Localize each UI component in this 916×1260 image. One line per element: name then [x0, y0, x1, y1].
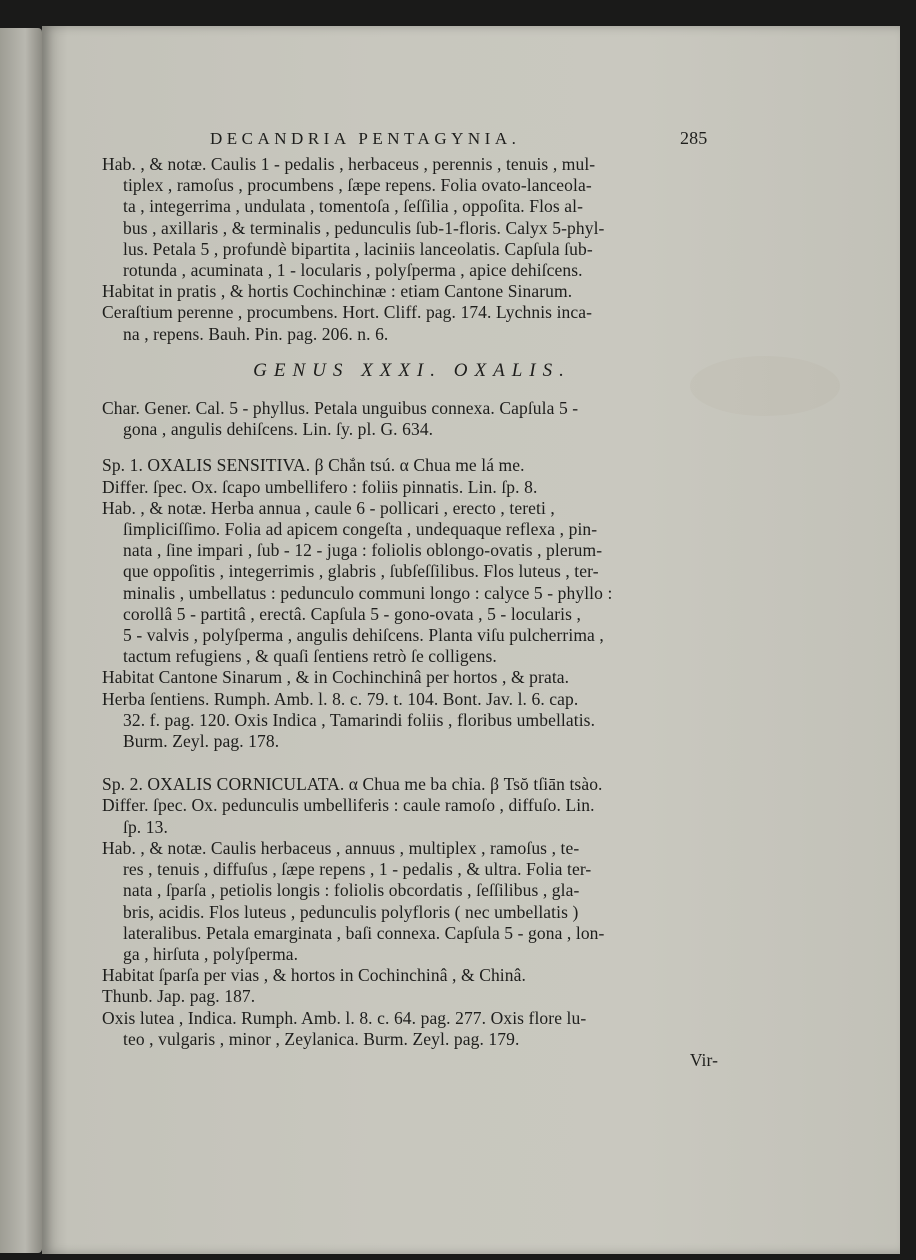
text-line: res , tenuis , diffuſus , ſæpe repens , 1 - pedalis , & ultra. Folia ter-	[123, 859, 592, 880]
text-line: que oppoſitis , integerrimis , glabris , ſubſeſſilibus. Flos luteus , ter-	[123, 561, 599, 582]
species-heading: Sp. 2. OXALIS CORNICULATA. α Chua me ba chỉa. β Tsŏ tſiān tsào.	[102, 774, 603, 795]
book-page	[42, 26, 900, 1254]
text-line: Hab. , & notæ. Herba annua , caule 6 - pollicari , erecto , tereti ,	[102, 497, 555, 518]
text-line: lateralibus. Petala emarginata , baſi connexa. Capſula 5 - gona , lon-	[123, 922, 605, 943]
text-line: ſp. 13.	[123, 816, 168, 837]
text-line: bus , axillaris , & terminalis , pedunculis ſub-1-floris. Calyx 5-phyl-	[123, 217, 605, 238]
text-line: Hab. , & notæ. Caulis 1 - pedalis , herbaceus , perennis , tenuis , mul-	[102, 154, 596, 174]
text-line: Habitat Cantone Sinarum , & in Cochinchinâ per hortos , & prata.	[102, 667, 570, 688]
text-line: Differ. ſpec. Ox. pedunculis umbelliferis : caule ramoſo , diffuſo. Lin.	[102, 795, 595, 816]
text-line: nata , ſine impari , ſub - 12 - juga : foliolis oblongo-ovatis , plerum-	[123, 540, 603, 561]
text-line: rotunda , acuminata , 1 - locularis , polyſperma , apice dehiſcens.	[123, 260, 583, 281]
text-line: ta , integerrima , undulata , tomentoſa , ſeſſilia , oppoſita. Flos al-	[123, 196, 584, 217]
text-line: Habitat ſparſa per vias , & hortos in Cochinchinâ , & Chinâ.	[102, 965, 526, 986]
page-header	[102, 128, 722, 152]
text-line: minalis , umbellatus : pedunculo communi longo : calyce 5 - phyllo :	[123, 582, 613, 603]
text-line: Ceraſtium perenne , procumbens. Hort. Cliff. pag. 174. Lychnis inca-	[102, 302, 593, 323]
text-line: corollâ 5 - partitâ , erectâ. Capſula 5 - gono-ovata , 5 - locularis ,	[123, 603, 581, 624]
text-line: ſimpliciſſimo. Folia ad apicem congeſta , undequaque reflexa , pin-	[123, 519, 598, 540]
text-line: Differ. ſpec. Ox. ſcapo umbellifero : foliis pinnatis. Lin. ſp. 8.	[102, 476, 538, 497]
species-heading: Sp. 1. OXALIS SENSITIVA. β Chắn tsú. α Chua me lá me.	[102, 455, 525, 476]
text-line: lus. Petala 5 , profundè bipartita , laciniis lanceolatis. Capſula ſub-	[123, 238, 593, 259]
text-line: ga , hirſuta , polyſperma.	[123, 943, 299, 964]
text-line: Char. Gener. Cal. 5 - phyllus. Petala unguibus connexa. Capſula 5 -	[102, 398, 579, 419]
text-line: teo , vulgaris , minor , Zeylanica. Burm. Zeyl. pag. 179.	[123, 1028, 520, 1049]
text-line: Herba ſentiens. Rumph. Amb. l. 8. c. 79. t. 104. Bont. Jav. l. 6. cap.	[102, 688, 579, 709]
text-line: Thunb. Jap. pag. 187.	[102, 986, 256, 1007]
page-number: 285	[680, 128, 708, 148]
text-line: Burm. Zeyl. pag. 178.	[123, 731, 280, 752]
text-line: na , repens. Bauh. Pin. pag. 206. n. 6.	[123, 323, 389, 344]
text-line: Oxis lutea , Indica. Rumph. Amb. l. 8. c. 64. pag. 277. Oxis flore lu-	[102, 1007, 587, 1028]
text-line: bris, acidis. Flos luteus , pedunculis polyfloris ( nec umbellatis )	[123, 901, 579, 922]
body-text	[102, 154, 722, 1071]
catchword: Vir-	[689, 1049, 718, 1070]
text-line: gona , angulis dehiſcens. Lin. ſy. pl. G. 634.	[123, 419, 434, 440]
text-line: Hab. , & notæ. Caulis herbaceus , annuus , multiplex , ramoſus , te-	[102, 837, 580, 858]
text-line: tactum refugiens , & quaſi ſentiens retrò ſe colligens.	[123, 646, 497, 667]
running-head: DECANDRIA PENTAGYNIA.	[210, 129, 521, 148]
genus-heading: GENUS XXXI. OXALIS.	[253, 359, 571, 381]
text-line: 5 - valvis , polyſperma , angulis dehiſcens. Planta viſu pulcherrima ,	[123, 625, 604, 646]
text-line: tiplex , ramoſus , procumbens , ſæpe repens. Folia ovato-lanceola-	[123, 175, 592, 196]
text-line: 32. f. pag. 120. Oxis Indica , Tamarindi foliis , floribus umbellatis.	[123, 709, 596, 730]
facing-page-edge	[0, 28, 42, 1253]
text-line: nata , ſparſa , petiolis longis : foliolis obcordatis , ſeſſilibus , gla-	[123, 880, 580, 901]
text-line: Habitat in pratis , & hortis Cochinchinæ : etiam Cantone Sinarum.	[102, 281, 573, 302]
